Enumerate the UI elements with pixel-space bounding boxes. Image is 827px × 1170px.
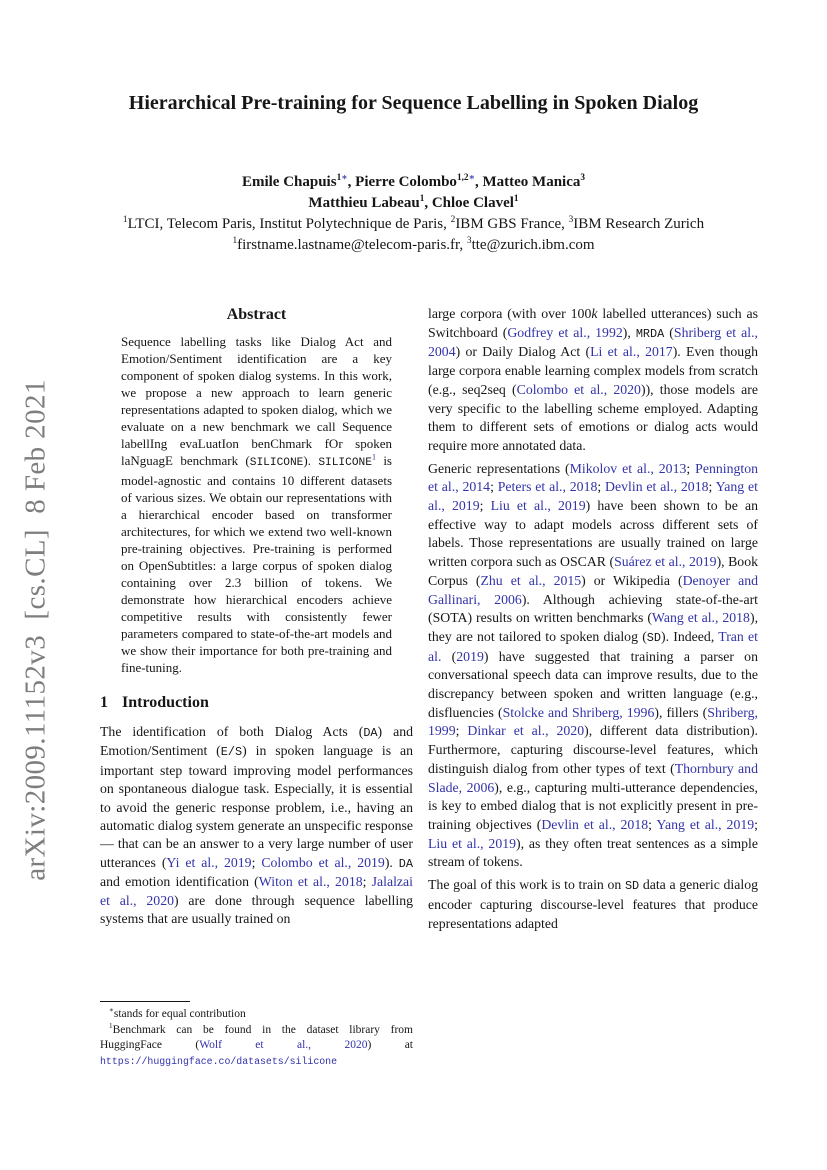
citation-link[interactable]: Stolcke and Shriberg, 1996: [502, 704, 655, 720]
text-run: ;: [455, 723, 468, 739]
citation-link[interactable]: Zhu et al., 2015: [480, 572, 582, 588]
citation-link[interactable]: Devlin et al., 2018: [605, 479, 709, 495]
text-run: ;: [251, 854, 262, 870]
citation-link[interactable]: Wolf et al., 2020: [199, 1039, 368, 1051]
text-run: ;: [479, 498, 491, 514]
text-run: ), as they often treat sentences as a simple stream of tokens.: [428, 835, 758, 870]
text-run: 1: [122, 215, 128, 225]
section-title: Introduction: [122, 694, 209, 711]
right-paragraph-2: [428, 460, 758, 872]
text-run: ;: [686, 460, 696, 476]
text-run: (: [664, 324, 674, 340]
citation-link[interactable]: Pennington et al., 2014: [428, 460, 758, 495]
citation-link[interactable]: 2019: [456, 648, 484, 664]
citation-link[interactable]: Witon et al., 2018: [258, 874, 363, 890]
text-run: ), Book Corpus (: [428, 554, 759, 588]
footnote-block: [100, 1001, 413, 1069]
footnote-rule: [100, 1001, 190, 1002]
text-run: ).: [303, 453, 319, 468]
text-run: 1: [232, 236, 238, 246]
text-run: ) in spoken language is an important step toward improving model performances on spontaneous dialogue task. Especially, it is essential to avoid the generic response problem, i.e., having an automatic dialog system generate an unspecific response — that can be an answer to a very large number of user utterances (: [100, 743, 413, 870]
introduction-paragraph: [100, 723, 413, 928]
right-paragraph-1: [428, 305, 758, 456]
text-run: ), e.g., capturing multi-utterance dependencies, is key to embed dialog that is not explicitly present in pre-training objectives (: [428, 779, 758, 832]
text-run: Generic representations (: [428, 460, 570, 476]
citation-link[interactable]: Liu et al., 2019: [428, 835, 517, 851]
emails-line: [40, 235, 787, 256]
text-run: ) and Emotion/Sentiment (: [100, 724, 413, 759]
text-run: , Matteo Manica: [475, 174, 581, 190]
text-run: ) are done through sequence labelling systems that are usually trained on: [100, 892, 413, 927]
right-column: [428, 305, 758, 933]
text-run: 3: [580, 173, 586, 183]
citation-link[interactable]: Yang et al., 2019: [656, 816, 755, 832]
text-run: ) or Wikipedia (: [581, 572, 683, 588]
citation-link[interactable]: Shriberg, 1999: [428, 704, 758, 739]
author-line-2: [40, 193, 787, 214]
text-run: 1: [109, 1021, 113, 1030]
text-run: tte@zurich.ibm.com: [471, 237, 595, 253]
citation-link[interactable]: Devlin et al., 2018: [541, 816, 649, 832]
text-run: ;: [362, 874, 372, 890]
text-run: ;: [708, 479, 716, 495]
author-block: [40, 172, 787, 256]
text-run: IBM Research Zurich: [573, 216, 705, 232]
text-run: MRDA: [635, 326, 665, 341]
text-run: SILICONE: [249, 457, 304, 469]
text-run: SD: [646, 630, 662, 645]
text-run: Sequence labelling tasks like Dialog Act and Emotion/Sentiment identification are a key component of spoken dialog systems. In this work, we propose a new approach to learn generic representations adapted to spoken dialog, which we evaluate on a new benchmark we call Sequence labellIng evaLuatIon benChmark fOr spoken laNguagE benchmark (: [121, 334, 392, 468]
citation-link[interactable]: Jalalzai et al., 2020: [100, 874, 414, 908]
section-number: 1: [100, 694, 108, 711]
text-run: ∗: [109, 1006, 114, 1015]
text-run: 1: [419, 194, 425, 204]
citation-link[interactable]: ∗: [468, 173, 475, 183]
text-run: labelled utterances) such as Switchboard (: [428, 306, 759, 340]
citation-link[interactable]: Yang et al., 2019: [428, 479, 758, 514]
citation-link[interactable]: ∗: [341, 173, 348, 183]
arxiv-watermark: arXiv:2009.11152v3 [cs.CL] 8 Feb 2021: [19, 379, 52, 881]
section-heading-introduction: [100, 693, 413, 713]
text-run: ;: [754, 816, 758, 832]
citation-link[interactable]: Li et al., 2017: [590, 344, 673, 360]
text-run: 1: [336, 173, 342, 183]
text-run: E/S: [220, 745, 243, 760]
text-run: ) or Daily Dialog Act (: [455, 344, 591, 360]
text-run: ;: [490, 479, 498, 495]
affiliations-line: [40, 214, 787, 235]
text-run: data a generic dialog encoder capturing discourse-level features that produce representations adapted: [428, 877, 758, 931]
abstract-heading: Abstract: [226, 306, 287, 323]
citation-link[interactable]: Liu et al., 2019: [490, 498, 586, 514]
footnote-benchmark: [100, 1023, 413, 1070]
text-run: ;: [597, 479, 606, 495]
text-run: The goal of this work is to train on: [428, 877, 625, 893]
text-run: ), fillers (: [654, 704, 708, 720]
text-run: ),: [622, 324, 636, 340]
text-run: Matthieu Labeau: [308, 195, 420, 211]
citation-link[interactable]: Godfrey et al., 1992: [507, 324, 623, 340]
text-run: The identification of both Dialog Acts (: [100, 724, 364, 739]
citation-link[interactable]: Wang et al., 2018: [651, 610, 750, 626]
text-run: , Chloe Clavel: [424, 195, 514, 211]
citation-link[interactable]: Dinkar et al., 2020: [467, 723, 585, 739]
citation-link[interactable]: 1: [371, 452, 376, 462]
citation-link[interactable]: Shriberg et al., 2004: [428, 324, 758, 360]
text-run: firstname.lastname@telecom-paris.fr,: [237, 237, 467, 253]
author-line-1: [40, 172, 787, 193]
text-run: 1,2: [456, 173, 469, 183]
text-run: k: [591, 306, 598, 321]
text-run: ). Although achieving state-of-the-art (SOTA) results on written benchmarks (: [428, 591, 758, 626]
text-run: 2: [450, 215, 456, 225]
text-run: 3: [466, 236, 472, 246]
text-run: ). Indeed,: [661, 628, 719, 644]
citation-link[interactable]: Peters et al., 2018: [497, 479, 598, 495]
text-run: large corpora (with over 100: [428, 306, 592, 321]
text-run: ). Even though large corpora enable learning complex models from scratch (e.g., seq2seq (: [428, 344, 758, 397]
text-run: stands for equal contribution: [113, 1008, 246, 1020]
text-run: ) at: [367, 1039, 413, 1051]
text-run: DA: [363, 726, 378, 740]
footnote-equal-contribution: [100, 1007, 413, 1023]
right-paragraph-3: [428, 876, 758, 933]
text-run: ).: [384, 854, 399, 870]
text-run: and emotion identification (: [100, 874, 259, 890]
citation-link[interactable]: Denoyer and Gallinari, 2006: [428, 572, 759, 607]
text-run: 1: [513, 194, 519, 204]
text-run: ) have been shown to be an effective way to adapt models across different sets of labels. Those representations are usually trained on large written corpora such as OSCAR (: [428, 498, 758, 570]
text-run: LTCI, Telecom Paris, Institut Polytechnique de Paris,: [127, 216, 451, 232]
citation-link[interactable]: Thornbury and Slade, 2006: [428, 760, 758, 795]
paper-title: Hierarchical Pre-training for Sequence Labelling in Spoken Dialog: [128, 92, 699, 114]
text-run: DA: [398, 856, 413, 871]
text-run: ) have suggested that training a parser on conversational speech data can improve results, due to the discrepancy between spoken and written language (e.g., disfluencies (: [428, 648, 758, 720]
text-run: SD: [624, 879, 640, 894]
text-run: Benchmark can be found in the dataset library from HuggingFace (: [100, 1023, 413, 1051]
citation-link[interactable]: Tran et al.: [428, 628, 758, 664]
text-run: Emile Chapuis: [241, 174, 337, 190]
text-run: is model-agnostic and contains 10 different datasets of various sizes. We obtain our representations with a hierarchical encoder based on transformer architectures, for which we extend two well-known pre-training objectives. Pre-training is performed on OpenSubtitles: a large corpus of spoken dialog containing over 2.3 billion of tokens. We demonstrate how hierarchical encoders achieve competitive results with consistently fewer parameters compared to state-of-the-art models and we show their importance for both pre-training and fine-tuning.: [121, 453, 392, 675]
text-run: SILICONE: [318, 457, 372, 469]
abstract-body: [121, 333, 392, 676]
citation-link[interactable]: Suárez et al., 2019: [614, 554, 717, 570]
text-run: ), they are not tailored to spoken dialog (: [428, 610, 759, 644]
citation-link[interactable]: Colombo et al., 2020: [516, 381, 641, 397]
citation-link[interactable]: Mikolov et al., 2013: [569, 460, 687, 476]
text-run: (: [441, 648, 457, 664]
text-run: ), different data distribution). Furthermore, capturing discourse-level features, which distinguish dialog from other types of text (: [428, 723, 758, 776]
text-run: 3: [568, 215, 574, 225]
citation-link[interactable]: Colombo et al., 2019: [261, 854, 385, 870]
text-run: )), those models are very specific to the labelling scheme employed. Adapting them to different sets of emotions or dialog acts would require more annotated data.: [428, 381, 758, 453]
text-run: IBM GBS France,: [455, 216, 569, 232]
citation-link[interactable]: Yi et al., 2019: [166, 854, 252, 870]
text-run: , Pierre Colombo: [347, 174, 457, 190]
left-column: [100, 305, 413, 928]
citation-link[interactable]: https://huggingface.co/datasets/silicone: [100, 1055, 338, 1067]
text-run: ;: [648, 816, 657, 832]
